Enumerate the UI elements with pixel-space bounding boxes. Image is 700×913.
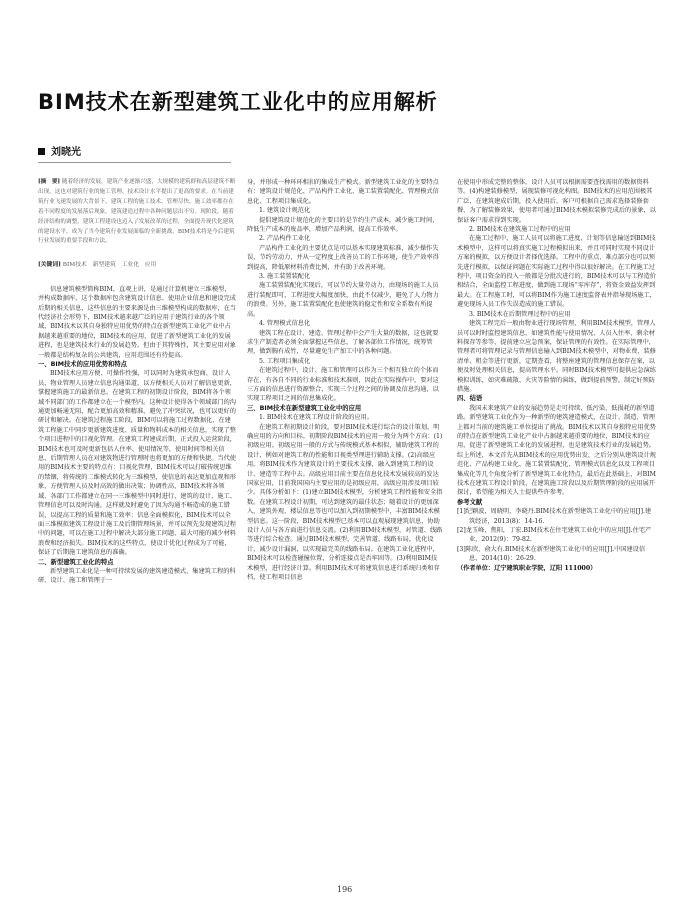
paragraph: 在使用中形成完整的整体，设计人员可以根据需要查找需用的数据资料等。(4)构建装修模型，展现装修可视化构图。BIM技术的应用范围极其广泛，在建筑建成后期，投入使用后，客户可根据自己需求选择装修套餐，为了解装修效果，使用者可通过BIM技术模拟装修完成后的景象，以保证客户需求得到实现。 [457,179,656,224]
author-affiliation: （作者单位：辽宁建筑职业学院，辽阳 111000） [457,564,597,572]
paragraph: 在施工过程中，施工人员可以将施工进度、计划等信息输送到BIM技术模型中，这样可以将真实施工过程模拟出来，并且可同时实现不同设计方案的模拟，以方便设计者择优选择。工程中的重点、难点部分也可以预先进行模拟，以保证问题在实际施工过程中得以很好解决。在工程施工过程中，项目资金的投入一般都是分批次进行的，BIM技术可以与工程造价相结合，全面监控工程进度，做到施工现场“零库存”，将资金效益发挥到最大。在工程施工时，可以将BIM作为施工速度监督表并指导现场施工，避免现场人员工作失误造成的施工错误。 [457,235,656,309]
keywords-label: [关键词] [38,262,61,269]
reference-item: [1]纪颖波，周晓明，李晓丹.BIM技术在新型建筑工业化中的应用[J].建筑经济，2013(8)：14-16. [457,508,652,525]
paragraph: 新型建筑工业化是一种可持续发展的建筑建造模式，集建筑工程的科研、设计、施工和管理于一 [38,567,236,585]
keywords-text: BIM技术 新型建筑 工业化 应用 [62,262,157,269]
reference-item: [3]陈欣，俞大有.BIM技术在新型建筑工业化中的应用[J].中国建设信息，2014(10)：26-29. [457,545,646,563]
column-3 [457,178,657,878]
subsection-heading: 1. BIM技术在建筑工程设计阶段的应用。 [259,414,374,422]
reference-item: [2]龙玉峰，焦阳，丁宏.BIM技术在住宅建筑工业化中的应用[J].住宅产业，2012(9)：79-82. [457,527,652,544]
paragraph: 在建筑过程中，设计、施工和管理可以作为三个相互独立的个体而存在，有各自不同的行业标准和技术准则，因此在实际操作中，要对这三方面的信息进行资源整合，实现三个过程之间的协调及信息沟通，以实现工程项目之间的信息集成化。 [247,367,439,403]
paragraph: 建筑工程在设计、建造、管理过程中会产生大量的数据，这也就要求生产制造者必须全面掌握这些信息，了解各部位工作情况，统筹管理，做到胸有成竹，尽量避免生产加工中的各种问题。 [247,329,439,356]
abstract [38,178,236,247]
abstract-text: 随着经济的发展，建筑产业逐渐兴盛，大规模的建筑群和高层建筑不断出现，这也对建筑行业的施工管理、技术设计水平提出了更高的要求。在当前建筑行业飞速发展的大背景下，建筑工程的施工技术、管理尽快、施工效率都存在着不同程度的发展落后现象，建筑建造过程中各种问题层出不穷。现阶段，随着经济结构的调整，建筑工程建设也迈入了发展改革的过程，全面提升现代化建筑的建设水平，成为了当今建筑行业发展面临的全新挑战，BIM技术将是今后建筑行业发展的重要手段和方法。 [38,179,236,245]
column-1 [38,178,236,878]
paragraph: 身，并形成一种环环相扣的集成生产模式。新型建筑工业化的主要特点有：建筑设计规范化、产品构件工业化、施工装置装配化、管理模式信息化、工程项目集成化。 [247,179,439,205]
subsection-heading: 4. 管理模式信息化 [259,320,311,328]
subsection-heading: 2. 产品构件工业化 [259,235,311,243]
paragraph: BIM技术应用方便、可操作性强，可以同时为建筑承包商、设计人员、物业管理人员建立信息沟通渠道，以方便相关人员对了解信息更新，掌握建筑施工的最新信息。在建筑工程的初期设计阶段，BIM将各个领域不同部门的工作都建立在一个模型内。这种设计使得各个领域部门的沟通更加畅通无阻，配合更加高效和精准，避免了冲突状况，也可以更好的研讨和解决。在建筑过程施工阶段，BIM可以将施工过程数据化，在建筑工程施工中同步更新建筑进度、质量和物料成本的相关信息，实现了整个项目进程中的目视化管理。在建筑工程建成后期，正式投入运营阶段，BIM技术也可及时更新包括人住率、使用情况等，使用时间等相关信息，后期管理人员在对建筑物进行管理时也将更加的方便和快捷。当代使用的BIM技术主要的特点有：目视化管理，BIM技术可以打破传统思维的禁锢，将传统的二维模式转化为三维模型，使信息的表达更加直观和形象，方便管理人员及时高效的做出决策；协调性高，BIM技术将各领域、各部门工作都建立在同一三维模型中同时进行，建筑的设计、施工、管理信息可以及时沟通，这样就及时避免了因为沟通不畅造成的施工错误，以提高工程的质量和施工效率；信息全面模拟化，BIM技术可以全面三维模拟建筑工程设计施工及后期管理场景，并可以预先发现建筑过程中的问题，可以在施工过程中解决大部分施工问题，最大可能的减少材料浪费和经济损失。BIM技术的这些特点，使设计优化过程成为了可能，保证了后期施工建筑信息的准确。 [38,370,236,557]
subsection-heading: 1. 建筑设计规范化 [259,207,311,215]
keywords [38,261,236,270]
article-title: BIM技术在新型建筑工业化中的应用解析 [38,90,438,114]
paragraph: 我国未来建筑产业的发展趋势是走可持续、低污染、低损耗的新型道路。新型建筑工业化作为一种新型的建筑建造模式，在设计、制造、管理上都对当前的建筑施工单位提出了挑战。BIM技术以其自身独特应用优势的特点在新型建筑工业化产业中占据越来越重要的地位，BIM技术的应用，促进了新型建筑工业化的发展进程，也是建筑技术行业的发展趋势。综上所述，本文首先从BIM技术的应用优势出发，之后分别从建筑设计规范化、产品构建工业化、施工装置装配化、管理模式信息化以及工程项目集成化等几个角度分析了新型建筑工业化特点，最后在此基础上，对BIM技术在建筑工程设计阶段、在建筑施工阶段以及后期管理阶段的应用展开探讨，希望能为相关人士提供些许参考。 [457,404,656,497]
paragraph: 建筑工程完后一般由物业进行现场管理，利用BIM技术模型，管理人员可以时时监控建筑信息，如建筑性能与使用情况、人员入住率、剩余材料探存等参等，提前建立应急预案，保证管理的有效性。在实际管理中，管理者可将管理记录与管理信息输入到BIM技术模型中，对物业费、装修清单、租金等进行更新，定期查看，将整座建筑的管理信息保存在案，以便及时处理相关信息，提高管理水平。同时BIM技术模型可提供应急演练模拟训练，如灾难疏散、火灾等险情的演练，做到提前预警，制定好预防措施。 [457,320,656,393]
subsection-heading: 2. BIM技术在建筑施工过程中的应用 [469,226,571,234]
paragraph: 提倡建筑设计规范化的主要目的是节约生产成本，减少施工时间，降低生产成本的废品率，增加产品利润，提高工作效率。 [247,216,439,234]
paragraph: 在建筑工程初期设计阶段，要对BIM技术进行综合的设计策划，明确应用的方向和目标。初期阶段BIM技术的应用一般分为两个方向：(1)初级应用。初级应用一般的方式与传统模式基本相似，辅助建筑工程的设计，例如对建筑工程的性能和目视类型理进行辅助支撑。(2)高级应用。将BIM技术作为建筑设计的主要技术支撑，融入到建筑工程的设计、建造等工程中去。高级应用目前主要在信息化技术发展较高的发达国家应用，目前我国国内主要应用的是初级应用，高级应用涉及项目较少。具体分析如下：(1)建立BIM技术模型，分析建筑工程性能和安全指数。在建筑工程设计初期，可达到建筑的最佳状态；随着设计的更加深入，建筑外观、楼层信息等也可以加入到初期模型中，丰富BIM技术模型信息。这一阶段，BIM技术模型已基本可以直观展现建筑信息，协助设计人员与各方面进行信息交流。(2)利用BIM技术模型，对管道、线路等进行综合检查。通过BIM技术模型，完善管道、线路布局，优化设计，减少设计漏洞，以实现最完美的线路布局。在建筑工业化进程中，BIM技术可以检查碰撞位置，分析连接点是否牢固等。(3)利用BIM技术模型，进行经济计算。利用BIM技术可将建筑信息进行系统归类和存档，使工程项目信息 [247,423,443,582]
section-heading: 参考文献 [457,498,483,506]
section-heading: 一、BIM技术的应用优势和特点 [38,361,127,368]
abstract-label: [摘 要] [38,179,61,185]
square-bullet-icon [38,148,45,155]
subsection-heading: 5. 工程项目集成化 [259,357,311,365]
page-number: 196 [337,885,353,894]
author-line [38,143,81,158]
subsection-heading: 3. 施工装置装配化 [259,273,311,281]
paragraph: 施工装置装配化实现后，可以节约大量劳动力，由现场的施工人员进行装配即可，工程进度大幅度加快，由此不仅减少、避免了人力物力的浪费。另外，施工装置装配化也使建筑的稳定性和安全系数有所提高。 [247,282,439,318]
spacer [38,271,236,285]
author-name: 刘晓光 [51,147,81,158]
column-1-body [38,285,236,586]
section-heading: 四、结语 [457,395,483,403]
paragraph: 信息建筑模型简称BIM，直观上讲，是通过计算机建立三维模型，并构成数据库，这个数据库包含建筑设计信息、使用企业信息和建设完成后期的相关信息，这些信息的主要来源是由三维模型构成的数据库，在当代经济社会形势下，BIM技术越来越广泛的应用于建筑行业的各个领域，BIM技术以其自身独特应用优势的特点在新型建筑工业化产业中占据越来越重要的地位，BIM技术的应用，促进了新型建筑工业化的发展进程，也是建筑技术行业的发展趋势。但由于其特殊性，其主要应用对象一般都是结构复杂的公共建筑，应用范围还有待提高。 [38,285,236,359]
section-heading: 二、新型建筑工业化的特点 [38,558,114,566]
paragraph: 产品构件工业化的主要优点是可以基本实现建筑标准，减少操作失误，节约劳动力，并从一定程度上改善员工的工作环境，使生产效率得到提高，降低原材料消费比例，并有助于改善环境。 [247,244,439,271]
column-2 [247,178,443,878]
title-rule [38,162,231,163]
subsection-heading: 3. BIM技术在后期管理过程中的应用 [469,310,571,318]
section-heading: 三、BIM技术在新型建筑工业化中的应用 [247,404,362,412]
